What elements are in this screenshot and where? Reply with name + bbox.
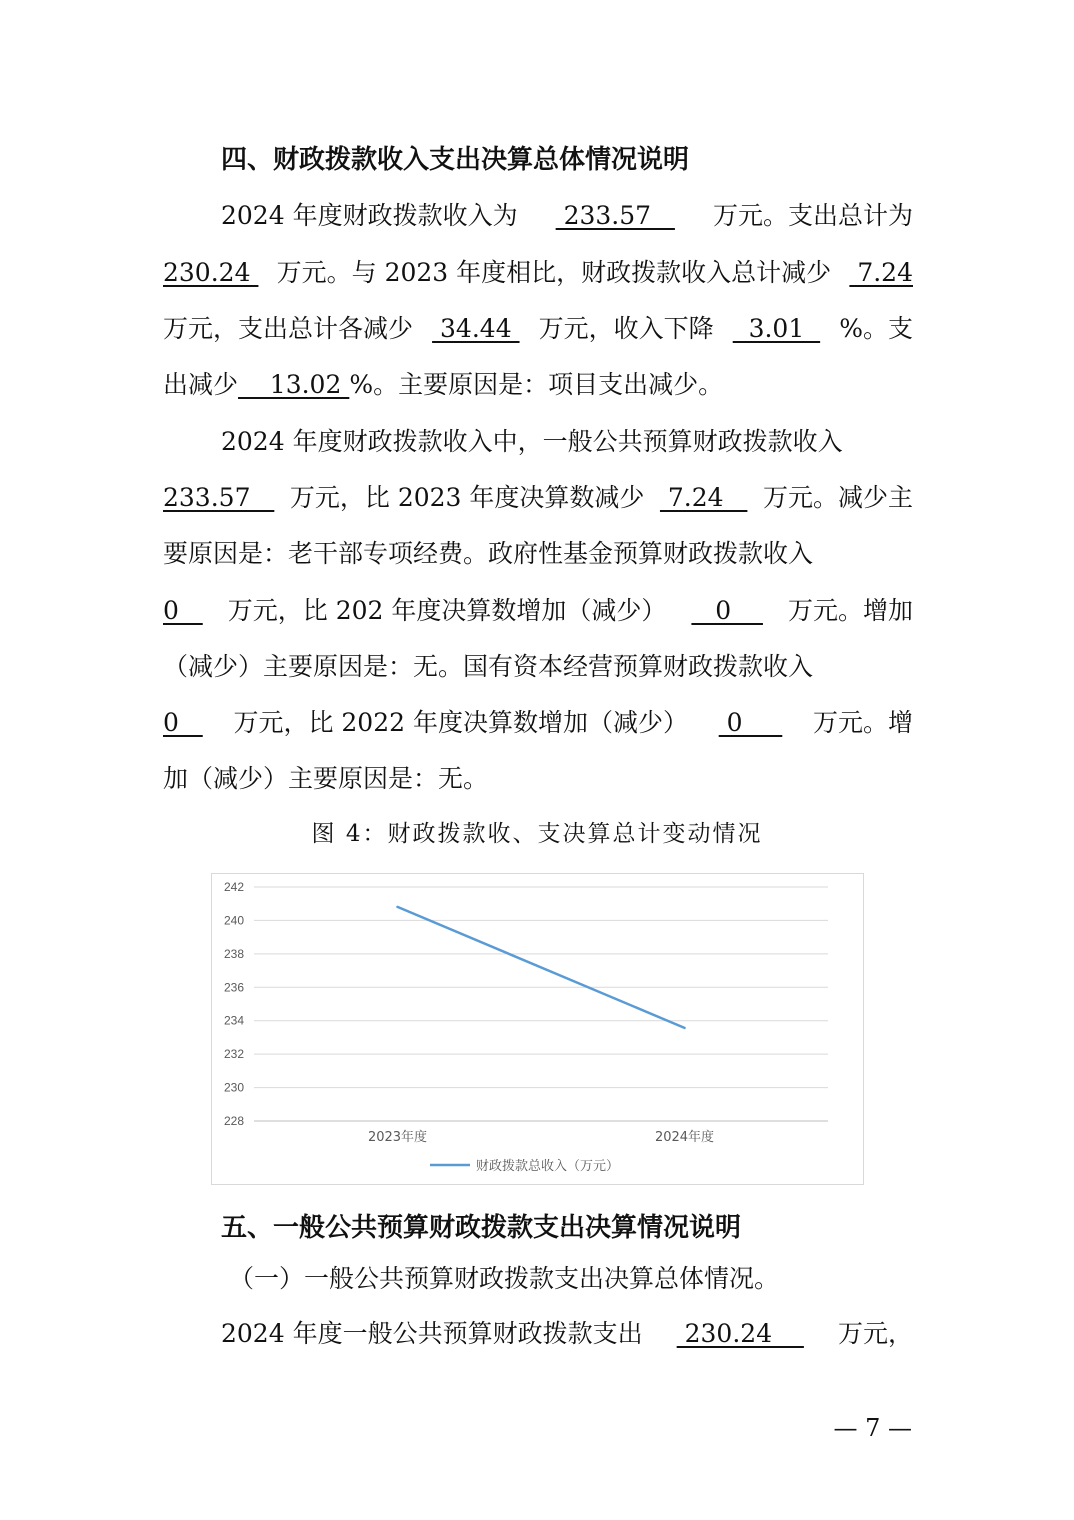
text-run: 万元。与 2023 年度相比，财政拨款收入总计减少 — [276, 258, 832, 287]
page-number: — 7 — — [833, 1414, 912, 1442]
text-run: 加（减少）主要原因是：无。 — [163, 764, 489, 793]
paragraph-line — [163, 363, 913, 407]
y-tick-label: 230 — [223, 1080, 244, 1095]
x-tick-label: 2023年度 — [367, 1130, 428, 1145]
text-run: %。支 — [839, 314, 913, 343]
text-run: 2024 年度财政拨款收入中，一般公共预算财政拨款收入 — [221, 427, 843, 456]
y-tick-label: 238 — [223, 946, 244, 961]
y-tick-label: 232 — [223, 1047, 244, 1062]
value-general-budget-expense: 230.24 — [676, 1319, 804, 1348]
y-tick-label: 234 — [223, 1013, 244, 1028]
paragraph-line — [163, 532, 913, 576]
y-tick-label: 242 — [223, 880, 244, 894]
value-total-income: 233.57 — [555, 201, 675, 230]
value-state-capital-income: 0 — [163, 708, 203, 737]
value-fund-budget-change: 0 — [691, 596, 763, 625]
legend-label: 财政拨款总收入（万元） — [476, 1159, 620, 1174]
value-state-capital-change: 0 — [718, 708, 783, 737]
text-run: 万元。增加 — [787, 596, 913, 625]
chart-svg — [212, 874, 863, 1184]
text-run: 万元，支出总计各减少 — [163, 314, 414, 343]
value-general-budget-decrease: 7.24 — [659, 483, 748, 512]
value-income-drop-pct: 3.01 — [732, 314, 821, 343]
value-expense-drop-pct: 13.02 — [238, 370, 350, 399]
y-tick-label: 228 — [223, 1114, 244, 1128]
text-run: 出减少 — [163, 370, 239, 399]
text-run: 万元，比 202 年度决算数增加（减少） — [227, 596, 667, 625]
text-run: 2024 年度财政拨款收入为 — [221, 201, 518, 230]
section-heading-4: 四、财政拨款收入支出决算总体情况说明 — [221, 145, 690, 175]
section-heading-5: 五、一般公共预算财政拨款支出决算情况说明 — [221, 1213, 742, 1243]
figure-caption: 图 4：财政拨款收、支决算总计变动情况 — [311, 821, 763, 847]
y-tick-label: 236 — [223, 980, 244, 995]
paragraph-line — [221, 194, 913, 238]
text-run: %。主要原因是：项目支出减少。 — [349, 370, 724, 399]
value-income-decrease: 7.24 — [849, 258, 913, 287]
value-fund-budget-income: 0 — [163, 596, 203, 625]
text-run: 万元。增 — [812, 708, 913, 737]
text-run: （减少）主要原因是：无。国有资本经营预算财政拨款收入 — [163, 652, 814, 681]
text-run: 万元。支出总计为 — [712, 201, 913, 230]
paragraph-line — [221, 420, 913, 464]
text-run: 万元， — [837, 1319, 913, 1348]
text-run: 2024 年度一般公共预算财政拨款支出 — [221, 1319, 643, 1348]
y-tick-label: 240 — [223, 913, 244, 928]
x-tick-label: 2024年度 — [654, 1130, 715, 1145]
value-general-budget-income: 233.57 — [163, 483, 275, 512]
paragraph-line — [163, 645, 913, 689]
paragraph-line — [163, 701, 913, 745]
text-run: 万元，比 2022 年度决算数增加（减少） — [233, 708, 688, 737]
text-run: 万元。减少主 — [762, 483, 913, 512]
line-chart — [211, 873, 864, 1185]
paragraph-line — [163, 757, 913, 801]
paragraph-line — [163, 589, 913, 633]
value-total-expense: 230.24 — [163, 258, 259, 287]
text-run: 万元，收入下降 — [538, 314, 714, 343]
value-expense-decrease: 34.44 — [432, 314, 520, 343]
text-run: 要原因是：老干部专项经费。政府性基金预算财政拨款收入 — [163, 539, 814, 568]
text-run: 万元，比 2023 年度决算数减少 — [289, 483, 645, 512]
paragraph-line — [221, 1312, 913, 1356]
subsection-heading: （一）一般公共预算财政拨款支出决算总体情况。 — [229, 1264, 780, 1293]
paragraph-line — [163, 307, 913, 351]
series-line — [398, 907, 685, 1028]
paragraph-line — [163, 251, 913, 295]
paragraph-line — [163, 476, 913, 520]
